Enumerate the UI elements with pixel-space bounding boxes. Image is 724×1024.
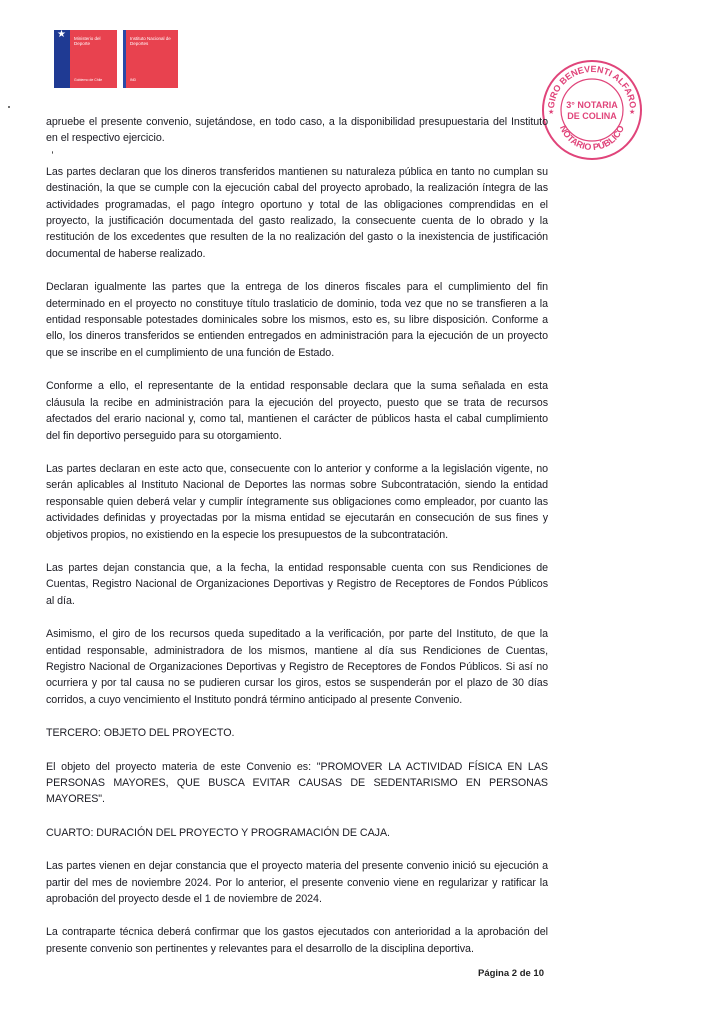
page-number: Página 2 de 10 <box>478 968 545 979</box>
stamp-star-icon: ★ <box>629 109 636 116</box>
ministerio-logo-subtext: Gobierno de Chile <box>74 78 103 82</box>
paragraph: Conforme a ello, el representante de la entidad responsable declara que la suma señalada en esta cláusula la recibe en administración para la ejecución del proyecto, puesto que se trata de recursos afectados del erario nacional y, como tal, mantienen el carácter de públicos hasta el cabal cumplimiento del fin deportivo perseguido para su otorgamiento. <box>46 380 548 442</box>
document-body <box>46 114 548 957</box>
notary-stamp-graphic <box>540 58 644 162</box>
paragraph: Las partes vienen en dejar constancia que el proyecto materia del presente convenio inició su ejecución a partir del mes de noviembre 2024. Por lo anterior, el presente convenio viene en regularizar y ratificar la aprobación del proyecto desde el 1 de noviembre de 2024. <box>46 860 548 906</box>
ministerio-logo-text: Ministerio del Deporte <box>74 36 101 46</box>
paragraph: El objeto del proyecto materia de este Convenio es: "PROMOVER LA ACTIVIDAD FÍSICA EN LAS PERSONAS MAYORES, QUE BUSCA EVITAR CAUSAS DE SEDENTARISMO EN PERSONAS MAYORES". <box>46 760 548 806</box>
stamp-star-icon: ★ <box>548 109 555 116</box>
star-icon: ★ <box>57 29 66 40</box>
stamp-outer-top: GIRO BENEVENTI ALFARO <box>545 63 639 109</box>
paragraph: Las partes declaran en este acto que, consecuente con lo anterior y conforme a la legislación vigente, no serán aplicables al Instituto Nacional de Deportes las normas sobre Subcontratación, siendo la entidad responsable quien deberá velar y cumplir íntegramente sus obligaciones como empleador, por cuanto las actividades definidas y proyectadas por la misma entidad se ejecutarán en consecución de sus fines y objetivos propios, no existiendo en la especie los presupuestos de la subcontratación. <box>46 462 548 541</box>
paragraph: Asimismo, el giro de los recursos queda supeditado a la verificación, por parte del Instituto, de que la entidad responsable, administradora de los mismos, mantiene al día sus Rendiciones de Cuentas, Registro Nacional de Organizaciones Deportivas y Registro de Receptores de Fondos Públicos. Si así no ocurriera y por tal causa no se pudieren cursar los giros, estos se suspenderán por el plazo de 30 días corridos, a cuyo vencimiento el Instituto pondrá término anticipado al presente Convenio. <box>46 628 548 706</box>
stamp-outer-bottom: NOTARIO PÚBLICO <box>557 123 627 153</box>
section-heading-tercero: TERCERO: OBJETO DEL PROYECTO. <box>46 727 235 740</box>
stamp-center-line1: 3° NOTARIA <box>566 100 618 110</box>
ind-logo-subtext: IND <box>130 78 137 82</box>
section-heading-cuarto: CUARTO: DURACIÓN DEL PROYECTO Y PROGRAMACIÓN DE CAJA. <box>46 826 390 839</box>
svg-text:NOTARIO PÚBLICO <box>558 124 626 152</box>
ind-logo <box>123 30 178 88</box>
stamp-center-line2: DE COLINA <box>567 111 617 121</box>
header-logos <box>54 30 178 88</box>
notary-stamp <box>540 58 644 162</box>
ministerio-logo <box>54 30 117 88</box>
paragraph: Las partes dejan constancia que, a la fecha, la entidad responsable cuenta con sus Rendiciones de Cuentas, Registro Nacional de Organizaciones Deportivas y Registro de Receptores de Fondos Públicos al día. <box>46 561 548 607</box>
ind-logo-text: Instituto Nacional de Deportes <box>130 36 171 46</box>
paragraph: Declaran igualmente las partes que la entrega de los dineros fiscales para el cumplimiento del fin determinado en el proyecto no constituye título traslaticio de dominio, toda vez que no se transfieren a la entidad responsable potestades dominicales sobre los mismos, esto es, su libre disposición. Conforme a ello, los dineros transferidos se entienden entregados en administración para la ejecución de un proyecto que se inscribe en el cumplimiento de una función de Estado. <box>46 281 548 359</box>
paragraph: La contraparte técnica deberá confirmar que los gastos ejecutados con anterioridad a la aprobación del presente convenio son pertinentes y relevantes para el desarrollo de la disciplina deportiva. <box>46 926 548 955</box>
scan-speck <box>8 106 10 108</box>
paragraph: Las partes declaran que los dineros transferidos mantienen su naturaleza pública en tanto no cumplan su destinación, la que se cumple con la ejecución cabal del proyecto aprobado, la realización íntegra de las actividades programadas, el pago íntegro oportuno y total de las obligaciones comprendidas en el proyecto, la justificación documentada del gasto realizado, la consecuente cuenta de lo obrado y la restitución de los excedentes que resulten de la no realización del gasto o la inexistencia de justificación documental de haberse realizado. <box>46 165 548 260</box>
paragraph: apruebe el presente convenio, sujetándose, en todo caso, a la disponibilidad presupuestaria del Instituto en el respectivo ejercicio. <box>46 116 548 145</box>
